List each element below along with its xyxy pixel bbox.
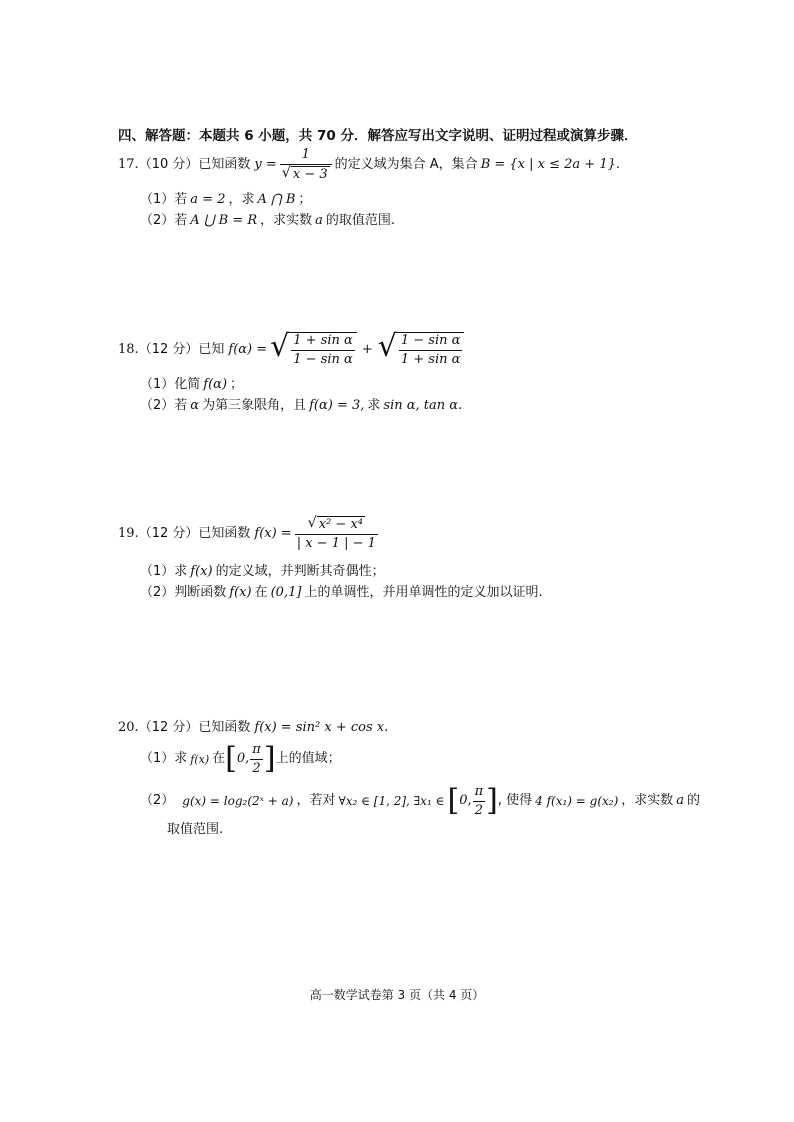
question-19-lhs: f(x) =	[254, 525, 292, 541]
question-20-intro: 已知函数	[198, 720, 251, 735]
question-17-stem	[118, 147, 620, 182]
part-text: 判断函数	[174, 585, 227, 600]
part-text: 在	[212, 751, 226, 767]
question-18-stem	[118, 329, 464, 367]
interval-start: 0,	[236, 751, 250, 767]
question-17-number: 17.	[118, 156, 139, 172]
fraction-denominator: 2	[252, 760, 261, 776]
fraction-numerator: π	[474, 784, 484, 799]
part-label: （1）	[140, 564, 175, 579]
part-text: 若	[174, 213, 188, 228]
part-label: （2）	[140, 213, 175, 228]
part-text: 求	[367, 398, 381, 413]
part-text: 化简	[174, 377, 201, 392]
left-bracket: [	[225, 741, 237, 777]
question-19-part-2	[140, 585, 543, 601]
part-math: (0,1]	[270, 585, 302, 600]
part-text: ；	[230, 377, 244, 392]
part-label: （2）	[140, 793, 175, 809]
part-math: A ⋂ B	[257, 192, 296, 207]
question-18-radical-1	[270, 329, 357, 367]
fraction-numerator: 1 − sin α	[400, 333, 461, 348]
question-17-part-2	[140, 213, 395, 229]
question-17-part-1	[140, 192, 311, 208]
fraction-denominator: 1 − sin α	[293, 351, 353, 367]
part-label: （1）	[140, 192, 175, 207]
part-math: f(α)	[203, 377, 228, 392]
question-17-y-eq: y =	[254, 156, 277, 172]
question-20-part-2-continued: 取值范围.	[167, 822, 224, 837]
radical-sign: √	[281, 164, 291, 181]
part-text: ，若对	[296, 793, 336, 809]
part-math: g(x) = log₂(2ˣ + a)	[182, 793, 294, 808]
right-bracket: ]	[263, 741, 276, 777]
question-20-part-1	[140, 742, 341, 776]
question-19-fraction	[295, 516, 378, 551]
part-text: 若	[174, 398, 188, 413]
radical-sign: √	[307, 515, 317, 531]
fraction-denominator: | x − 1 | − 1	[296, 535, 376, 551]
interval-bracket	[225, 742, 275, 776]
fraction-numerator: x² − x⁴	[318, 517, 363, 532]
part-text: ；	[298, 192, 312, 207]
fraction-denominator: 1 + sin α	[400, 351, 461, 367]
fraction-numerator: 1	[301, 147, 310, 162]
part-math: ∀x₂ ∈ [1, 2], ∃x₁ ∈	[338, 793, 445, 808]
plus-sign: +	[361, 341, 373, 357]
fraction-denominator: 2	[474, 802, 483, 818]
part-math: A ⋃ B = R	[190, 213, 258, 228]
interval-start: 0,	[459, 793, 472, 809]
interval-bracket	[447, 784, 497, 818]
question-20-stem	[118, 720, 388, 736]
question-19-number: 19.	[118, 525, 139, 541]
fraction-numerator: π	[252, 742, 261, 757]
question-18-number: 18.	[118, 341, 139, 357]
question-19-part-1	[140, 564, 385, 580]
part-text: .	[384, 720, 389, 735]
question-17-set-b: B = {x | x ≤ 2a + 1}.	[480, 156, 620, 172]
part-math: f(α) = 3,	[309, 398, 365, 413]
radical-sign: √	[377, 329, 397, 364]
right-bracket: ]	[486, 783, 498, 819]
question-18-part-2	[140, 398, 465, 414]
question-17-points: （10 分）	[138, 156, 199, 172]
question-20-points: （12 分）	[138, 720, 199, 735]
question-19-intro: 已知函数	[198, 525, 251, 541]
part-label: （1）	[140, 751, 175, 767]
part-math: α	[190, 398, 200, 413]
section-heading: 四、解答题：本题共 6 小题，共 70 分．解答应写出文字说明、证明过程或演算步骤．	[118, 128, 638, 144]
question-19-points: （12 分）	[138, 525, 199, 541]
question-20-number: 20.	[118, 720, 139, 735]
part-text: 上的单调性，并用单调性的定义加以证明.	[304, 585, 543, 600]
part-text: 在	[254, 585, 268, 600]
part-text: 求	[174, 564, 188, 579]
question-17-mid: 的定义域为集合 A，集合	[334, 156, 478, 172]
part-text: ，求实数	[260, 213, 313, 228]
question-17-fraction	[280, 147, 332, 182]
part-math: 4 f(x₁) = g(x₂)	[535, 793, 619, 808]
left-bracket: [	[447, 783, 460, 819]
part-text: 的	[687, 793, 701, 809]
question-18-part-1	[140, 377, 243, 393]
part-text: ，求实数	[621, 793, 674, 809]
part-math: sin α, tan α.	[383, 398, 463, 413]
fraction-numerator: 1 + sin α	[293, 333, 353, 348]
question-18-intro: 已知	[198, 341, 225, 357]
question-19-stem	[118, 516, 381, 551]
question-18-radical-2	[377, 329, 465, 367]
part-text: 的定义域，并判断其奇偶性；	[215, 564, 385, 579]
part-text: 求	[174, 751, 188, 767]
part-math: a	[315, 213, 323, 228]
part-math: f(x)	[190, 564, 213, 579]
question-18-points: （12 分）	[138, 341, 199, 357]
question-18-lhs: f(α) =	[228, 341, 268, 357]
part-text: 上的值域；	[275, 751, 341, 767]
fraction-denominator: x − 3	[292, 166, 328, 182]
part-label: （2）	[140, 398, 175, 413]
part-text: ，求	[228, 192, 255, 207]
part-text: 为第三象限角，且	[202, 398, 307, 413]
part-text: 的取值范围.	[325, 213, 396, 228]
radical-sign: √	[270, 329, 290, 364]
part-math: a	[676, 793, 685, 809]
question-20-function: f(x) = sin² x + cos x	[254, 720, 385, 735]
part-math: f(x)	[229, 585, 252, 600]
part-text: 若	[174, 192, 188, 207]
part-math: a = 2	[190, 192, 226, 207]
part-label: （2）	[140, 585, 175, 600]
part-text: , 使得	[497, 793, 533, 809]
question-17-intro: 已知函数	[198, 156, 251, 172]
part-label: （1）	[140, 377, 175, 392]
part-math: f(x)	[190, 752, 210, 766]
page-footer: 高一数学试卷第 3 页（共 4 页）	[309, 988, 485, 1002]
question-20-part-2	[140, 784, 700, 818]
